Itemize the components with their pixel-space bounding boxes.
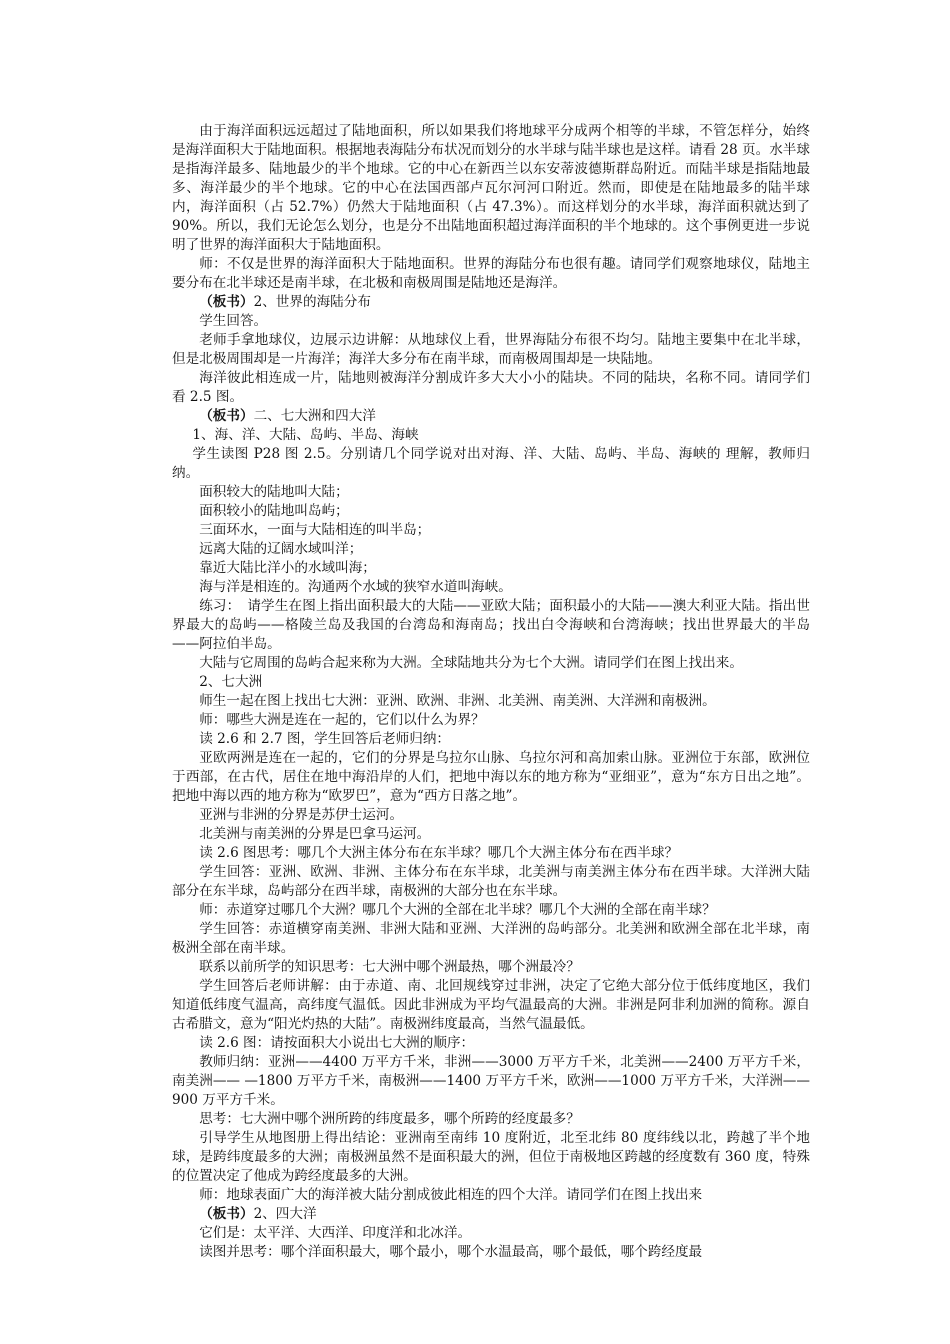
paragraph-text: 联系以前所学的知识思考：七大洲中哪个洲最热，哪个洲最冷？ — [199, 959, 580, 975]
paragraph — [172, 711, 810, 730]
paragraph — [172, 293, 810, 312]
paragraph-text: 师：赤道穿过哪几个大洲？哪几个大洲的全部在北半球？哪几个大洲的全部在南半球？ — [199, 902, 716, 918]
paragraph-text: 海与洋是相连的。沟通两个水域的狭窄水道叫海峡。 — [199, 579, 512, 595]
paragraph — [172, 521, 810, 540]
paragraph-text: 2、七大洲 — [199, 674, 263, 690]
paragraph-text: 它们是：太平洋、大西洋、印度洋和北冰洋。 — [199, 1225, 472, 1241]
paragraph-text: 1、海、洋、大陆、岛屿、半岛、海峡 — [192, 427, 419, 443]
paragraph-text: 远离大陆的辽阔水域叫洋； — [199, 541, 363, 557]
paragraph-text: 学生读图 P28 图 2.5。分别请几个同学说对出对海、洋、大陆、岛屿、半岛、海峡的 理解，教师归纳。 — [172, 446, 810, 481]
paragraph-text: 2、世界的海陆分布 — [253, 294, 371, 310]
paragraph — [172, 654, 810, 673]
document-body — [172, 122, 810, 1262]
paragraph-text: 面积较大的陆地叫大陆； — [199, 484, 349, 500]
paragraph — [172, 1034, 810, 1053]
paragraph-text: 大陆与它周围的岛屿合起来称为大洲。全球陆地共分为七个大洲。请同学们在图上找出来。 — [199, 655, 743, 671]
paragraph-text: 靠近大陆比洋小的水域叫海； — [199, 560, 376, 576]
paragraph-text: 亚欧两洲是连在一起的，它们的分界是乌拉尔山脉、乌拉尔河和高加索山脉。亚洲位于东部，欧洲位于西部，在古代，居住在地中海沿岸的人们，把地中海以东的地方称为“亚细亚”，意为“东方日出之地”。把地中海以西的地方称为“欧罗巴”，意为“西方日落之地”。 — [172, 750, 810, 804]
paragraph-text: 师：不仅是世界的海洋面积大于陆地面积。世界的海陆分布也很有趣。请同学们观察地球仪，陆地主要分布在北半球还是南半球，在北极和南极周围是陆地还是海洋。 — [172, 256, 810, 291]
paragraph — [172, 502, 810, 521]
paragraph-text: 三面环水，一面与大陆相连的叫半岛； — [199, 522, 431, 538]
paragraph — [172, 863, 810, 901]
board-note-label: （板书） — [199, 1206, 254, 1222]
paragraph-text: 2、四大洋 — [253, 1206, 317, 1222]
paragraph — [172, 806, 810, 825]
board-note-label: （板书） — [199, 408, 254, 424]
paragraph — [172, 1243, 810, 1262]
paragraph — [172, 407, 810, 426]
paragraph — [172, 540, 810, 559]
paragraph — [172, 1205, 810, 1224]
paragraph-text: 师生一起在图上找出七大洲：亚洲、欧洲、非洲、北美洲、南美洲、大洋洲和南极洲。 — [199, 693, 716, 709]
paragraph-text: 海洋彼此相连成一片，陆地则被海洋分割成许多大大小小的陆块。不同的陆块，名称不同。请同学们看 2.5 图。 — [172, 370, 810, 405]
paragraph-text: 学生回答。 — [199, 313, 268, 329]
paragraph-text: 学生回答后老师讲解：由于赤道、南、北回规线穿过非洲，决定了它绝大部分位于低纬度地区，我们知道低纬度气温高，高纬度气温低。因此非洲成为平均气温最高的大洲。非洲是阿非利加洲的简称。源自古希腊文，意为“阳光灼热的大陆”。南极洲纬度最高，当然气温最低。 — [172, 978, 810, 1032]
paragraph-text: 师：地球表面广大的海洋被大陆分割成彼此相连的四个大洋。请同学们在图上找出来 — [199, 1187, 703, 1203]
paragraph-text: 读图并思考：哪个洋面积最大，哪个最小，哪个水温最高，哪个最低，哪个跨经度最 — [199, 1244, 703, 1260]
paragraph — [172, 958, 810, 977]
paragraph — [172, 1129, 810, 1186]
paragraph — [172, 331, 810, 369]
paragraph — [172, 369, 810, 407]
paragraph — [172, 825, 810, 844]
paragraph — [172, 312, 810, 331]
paragraph-text: 二、七大洲和四大洋 — [253, 408, 376, 424]
paragraph — [172, 559, 810, 578]
paragraph — [172, 1110, 810, 1129]
paragraph-text: 学生回答：赤道横穿南美洲、非洲大陆和亚洲、大洋洲的岛屿部分。北美洲和欧洲全部在北半球，南极洲全部在南半球。 — [172, 921, 810, 956]
paragraph-text: 读 2.6 图：请按面积大小说出七大洲的顺序： — [199, 1035, 475, 1051]
paragraph — [172, 1224, 810, 1243]
paragraph — [172, 844, 810, 863]
board-note-label: （板书） — [199, 294, 254, 310]
paragraph-text: 读 2.6 图思考：哪几个大洲主体分布在东半球？哪几个大洲主体分布在西半球？ — [199, 845, 679, 861]
paragraph-text: 北美洲与南美洲的分界是巴拿马运河。 — [199, 826, 431, 842]
paragraph — [172, 122, 810, 255]
paragraph-text: 老师手拿地球仪，边展示边讲解：从地球仪上看，世界海陆分布很不均匀。陆地主要集中在北半球，但是北极周围却是一片海洋；海洋大多分布在南半球，而南极周围却是一块陆地。 — [172, 332, 810, 367]
paragraph — [172, 901, 810, 920]
paragraph-text: 教师归纳：亚洲——4400 万平方千米，非洲——3000 万平方千米，北美洲——2400 万平方千米，南美洲—— —1800 万平方千米，南极洲——1400 万平方千米，欧洲——1000 万平方千米，大洋洲——900 万平方千米。 — [172, 1054, 810, 1108]
paragraph — [172, 597, 810, 654]
paragraph-text: 学生回答：亚洲、欧洲、非洲、主体分布在东半球，北美洲与南美洲主体分布在西半球。大洋洲大陆部分在东半球，岛屿部分在西半球，南极洲的大部分也在东半球。 — [172, 864, 810, 899]
paragraph — [172, 1186, 810, 1205]
paragraph — [172, 977, 810, 1034]
paragraph — [172, 749, 810, 806]
paragraph-text: 思考：七大洲中哪个洲所跨的纬度最多，哪个所跨的经度最多？ — [199, 1111, 580, 1127]
paragraph — [172, 578, 810, 597]
paragraph-text: 师：哪些大洲是连在一起的，它们以什么为界？ — [199, 712, 485, 728]
paragraph — [172, 426, 810, 445]
paragraph — [172, 255, 810, 293]
paragraph-text: 面积较小的陆地叫岛屿； — [199, 503, 349, 519]
paragraph-text: 由于海洋面积远远超过了陆地面积，所以如果我们将地球平分成两个相等的半球，不管怎样分，始终是海洋面积大于陆地面积。根据地表海陆分布状况而划分的水半球与陆半球也是这样。请看 28 页。水半球是指海洋最多、陆地最少的半个地球。它的中心在新西兰以东安蒂波德斯群岛附近。而陆半球是指陆地最多、海洋最少的半个地球。它的中心在法国西部卢瓦尔河河口附近。然而，即使是在陆地最多的陆半球内，海洋面积（占 52.7%）仍然大于陆地面积（占 47.3%）。而这样划分的水半球，海洋面积就达到了 90%。所以，我们无论怎么划分，也是分不出陆地面积超过海洋面积的半个地球的。这个事例更进一步说明了世界的海洋面积大于陆地面积。 — [172, 123, 810, 253]
paragraph — [172, 445, 810, 483]
paragraph — [172, 673, 810, 692]
paragraph — [172, 1053, 810, 1110]
paragraph-text: 练习： 请学生在图上指出面积最大的大陆——亚欧大陆；面积最小的大陆——澳大利亚大陆。指出世界最大的岛屿——格陵兰岛及我国的台湾岛和海南岛；找出白令海峡和台湾海峡；找出世界最大的半岛——阿拉伯半岛。 — [172, 598, 810, 652]
paragraph — [172, 483, 810, 502]
paragraph — [172, 692, 810, 711]
paragraph-text: 引导学生从地图册上得出结论：亚洲南至南纬 10 度附近，北至北纬 80 度纬线以北，跨越了半个地球，是跨纬度最多的大洲；南极洲虽然不是面积最大的洲，但位于南极地区跨越的经度数有 360 度，特殊的位置决定了他成为跨经度最多的大洲。 — [172, 1130, 810, 1184]
paragraph-text: 读 2.6 和 2.7 图，学生回答后老师归纳： — [199, 731, 451, 747]
paragraph — [172, 920, 810, 958]
paragraph — [172, 730, 810, 749]
paragraph-text: 亚洲与非洲的分界是苏伊士运河。 — [199, 807, 404, 823]
